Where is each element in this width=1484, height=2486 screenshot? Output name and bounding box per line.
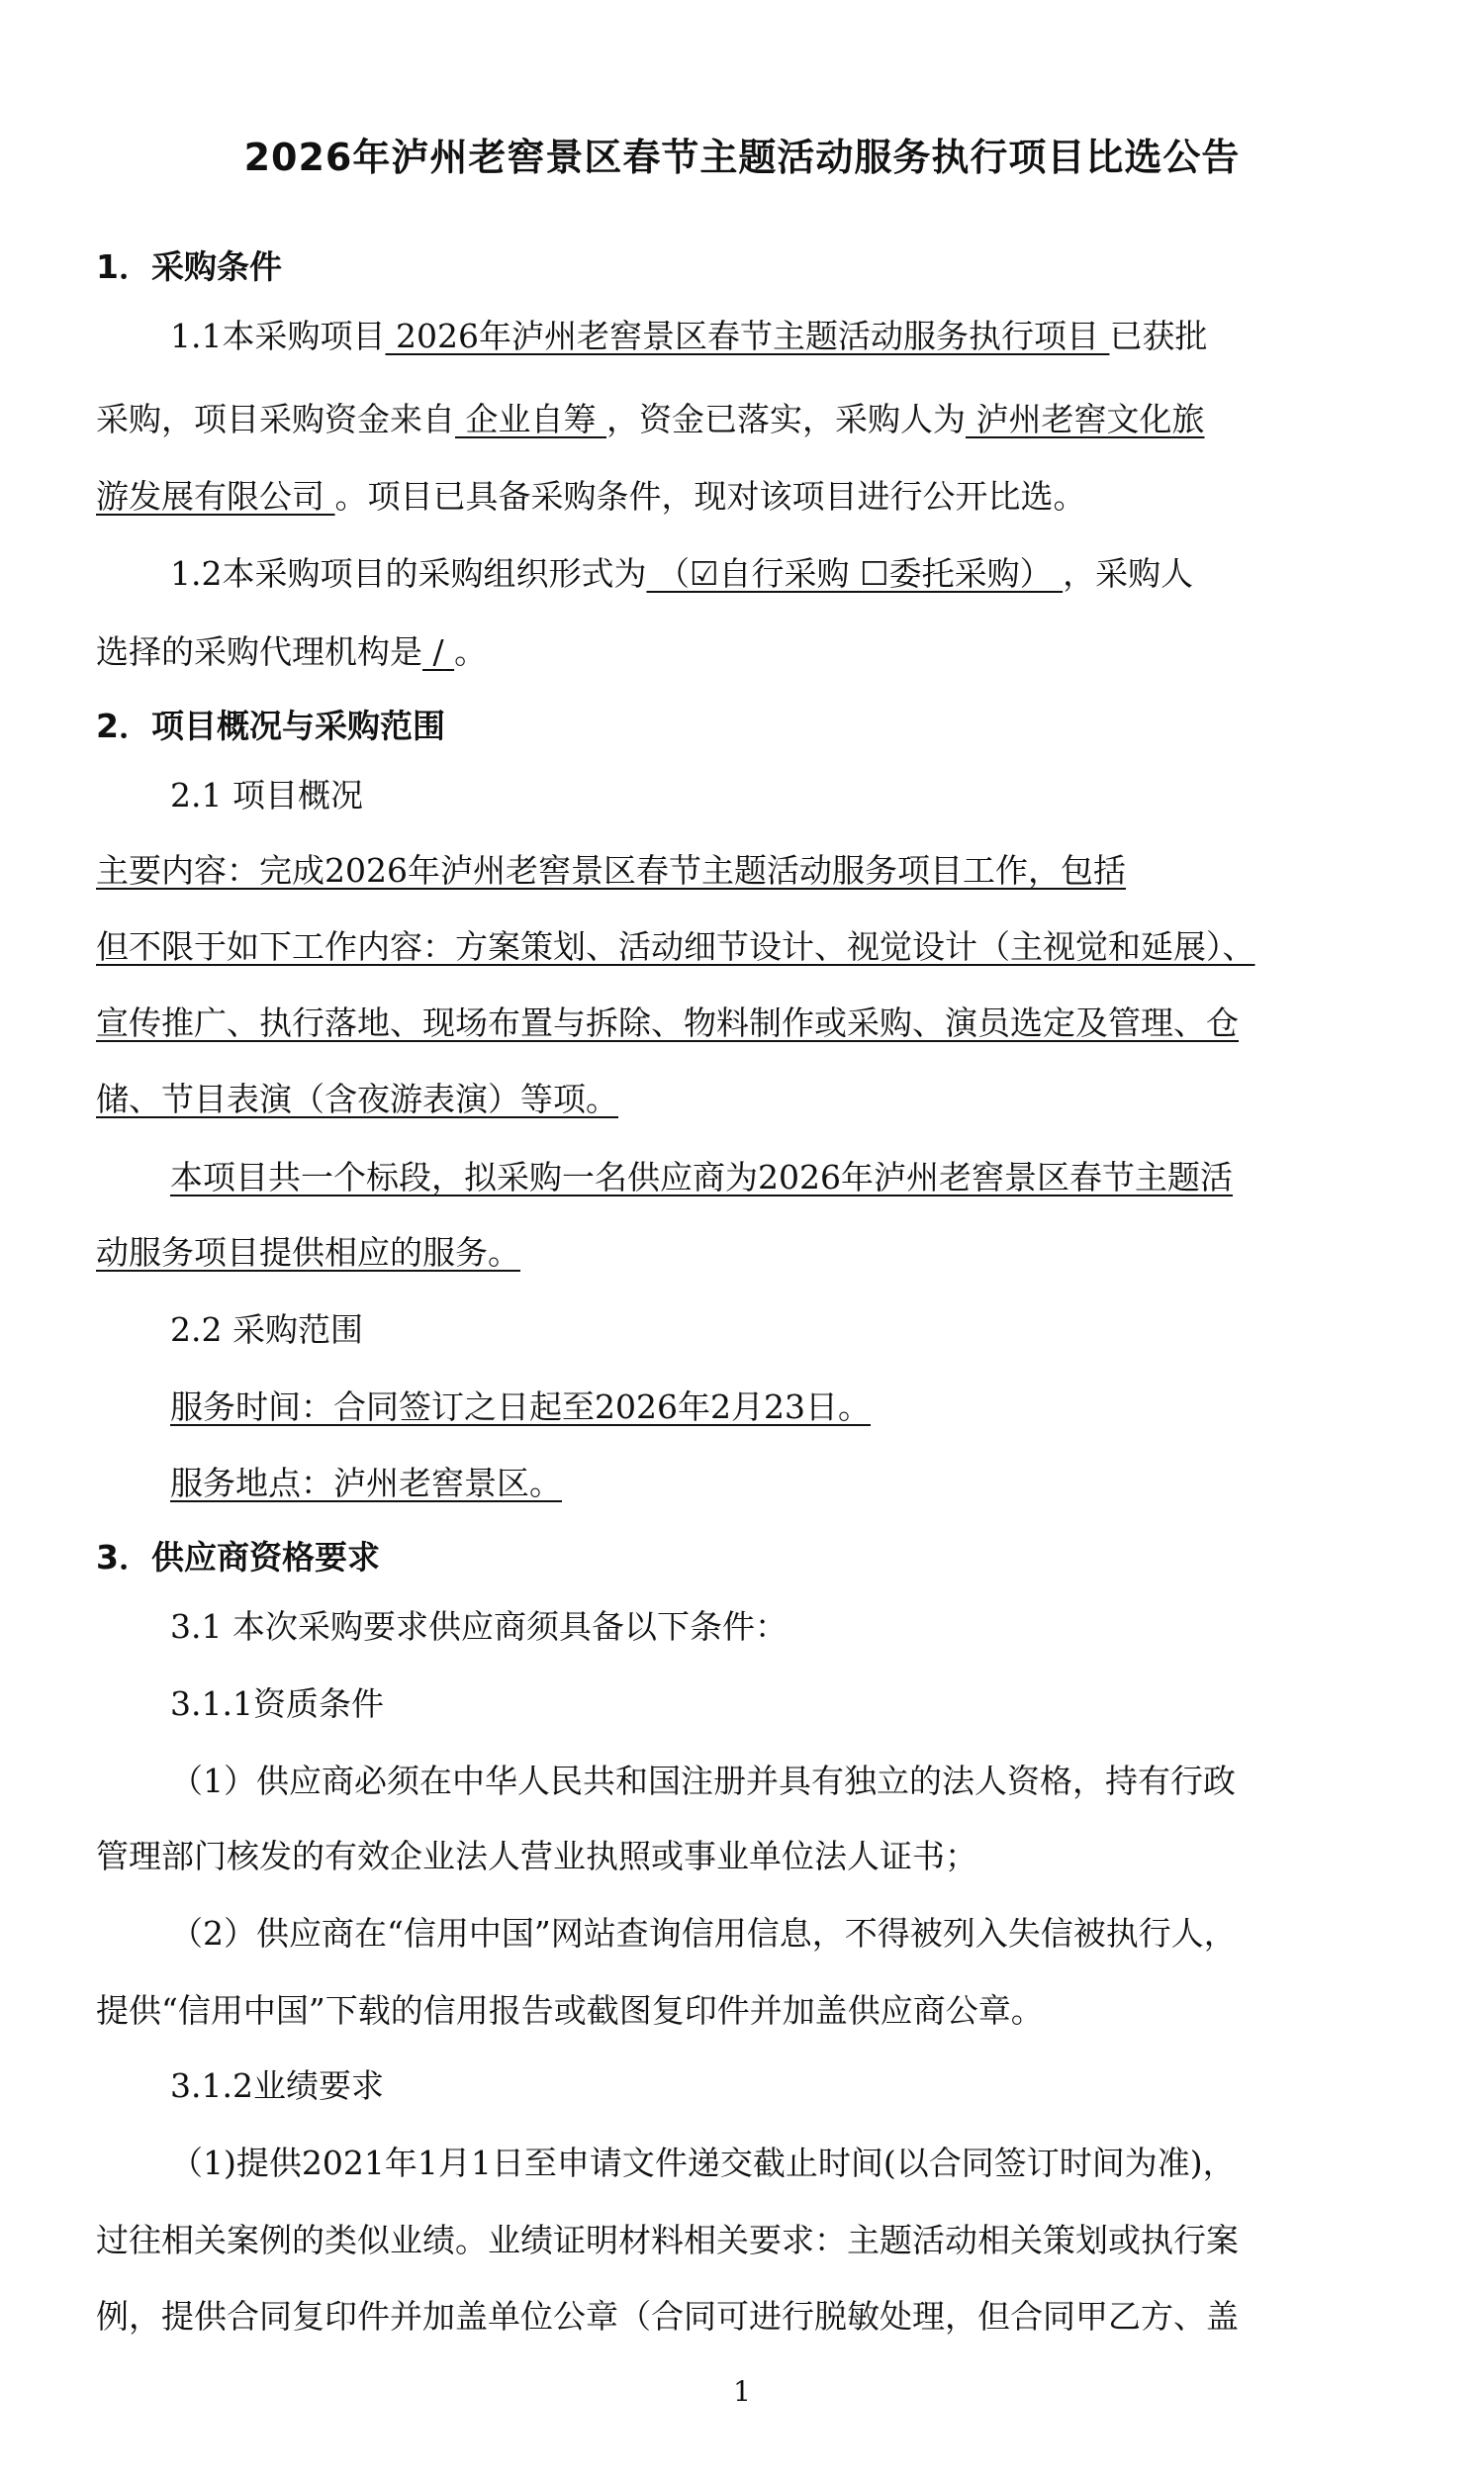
performance-line-3: 例，提供合同复印件并加盖单位公章（合同可进行脱敏处理，但合同甲乙方、盖 <box>96 2297 1239 2336</box>
main-content-line-4: 储、节目表演（含夜游表演）等项。 <box>96 1080 618 1118</box>
lot-text-line-2: 动服务项目提供相应的服务。 <box>96 1233 520 1272</box>
section-1-2-line-2 <box>96 630 487 674</box>
purchaser-name-part1: 泸州老窖文化旅 <box>965 400 1205 438</box>
service-place: 服务地点：泸州老窖景区。 <box>170 1464 562 1502</box>
s1-2-line2-b: 。 <box>454 632 488 671</box>
section-2-heading: 2．项目概况与采购范围 <box>96 707 445 745</box>
section-1-1-line-1 <box>170 315 1207 358</box>
section-3-1-2: 3.1.2业绩要求 <box>170 2066 384 2105</box>
qualification-1-line-2: 管理部门核发的有效企业法人营业执照或事业单位法人证书； <box>96 1837 977 1875</box>
section-2-2-heading: 2.2 采购范围 <box>170 1310 363 1349</box>
section-3-1-1: 3.1.1资质条件 <box>170 1684 384 1723</box>
performance-line-1: （1)提供2021年1月1日至申请文件递交截止时间(以合同签订时间为准)， <box>170 2144 1236 2182</box>
section-1-1-line-2 <box>96 398 1204 441</box>
qualification-1-line-1: （1）供应商必须在中华人民共和国注册并具有独立的法人资格，持有行政 <box>170 1762 1236 1800</box>
s1-1-line3-rest: 。项目已具备采购条件，现对该项目进行公开比选。 <box>334 477 1086 516</box>
s1-2-line2-a: 选择的采购代理机构是 <box>96 632 422 671</box>
s1-2-suffix: ，采购人 <box>1063 554 1194 593</box>
s1-2-prefix: 1.2本采购项目的采购组织形式为 <box>170 554 647 593</box>
lot-text-line-1: 本项目共一个标段，拟采购一名供应商为2026年泸州老窖景区春节主题活 <box>170 1158 1233 1196</box>
s1-1-line2-b: ，资金已落实，采购人为 <box>605 400 966 438</box>
section-2-1-heading: 2.1 项目概况 <box>170 776 363 814</box>
service-time: 服务时间：合同签订之日起至2026年2月23日。 <box>170 1387 871 1426</box>
agency-value: / <box>432 632 444 671</box>
main-content-line-1: 主要内容：完成2026年泸州老窖景区春节主题活动服务项目工作，包括 <box>96 851 1126 890</box>
main-content-line-3: 宣传推广、执行落地、现场布置与拆除、物料制作或采购、演员选定及管理、仓 <box>96 1004 1239 1042</box>
section-1-1-line-3 <box>96 475 1086 519</box>
qualification-2-line-2: 提供“信用中国”下载的信用报告或截图复印件并加盖供应商公章。 <box>96 1991 1044 2030</box>
section-1-heading: 1．采购条件 <box>96 247 282 286</box>
section-3-1: 3.1 本次采购要求供应商须具备以下条件： <box>170 1607 788 1646</box>
procurement-form-options: （☑自行采购 ☐委托采购） <box>646 554 1064 593</box>
qualification-2-line-1: （2）供应商在“信用中国”网站查询信用信息，不得被列入失信被执行人， <box>170 1914 1237 1953</box>
page-number: 1 <box>733 2375 751 2408</box>
project-name: 2026年泸州老窖景区春节主题活动服务执行项目 <box>385 317 1110 355</box>
performance-line-2: 过往相关案例的类似业绩。业绩证明材料相关要求：主题活动相关策划或执行案 <box>96 2221 1239 2259</box>
s1-1-line2-a: 采购，项目采购资金来自 <box>96 400 455 438</box>
main-content-line-2: 但不限于如下工作内容：方案策划、活动细节设计、视觉设计（主视觉和延展）、 <box>96 927 1255 966</box>
s1-1-prefix: 1.1本采购项目 <box>170 317 386 355</box>
section-1-2-line-1 <box>170 552 1193 596</box>
agency-name <box>422 632 454 671</box>
document-title: 2026年泸州老窖景区春节主题活动服务执行项目比选公告 <box>243 136 1241 179</box>
s1-1-suffix: 已获批 <box>1109 317 1208 355</box>
purchaser-name-part2: 游发展有限公司 <box>96 477 335 516</box>
fund-source: 企业自筹 <box>455 400 606 438</box>
section-3-heading: 3．供应商资格要求 <box>96 1538 380 1577</box>
